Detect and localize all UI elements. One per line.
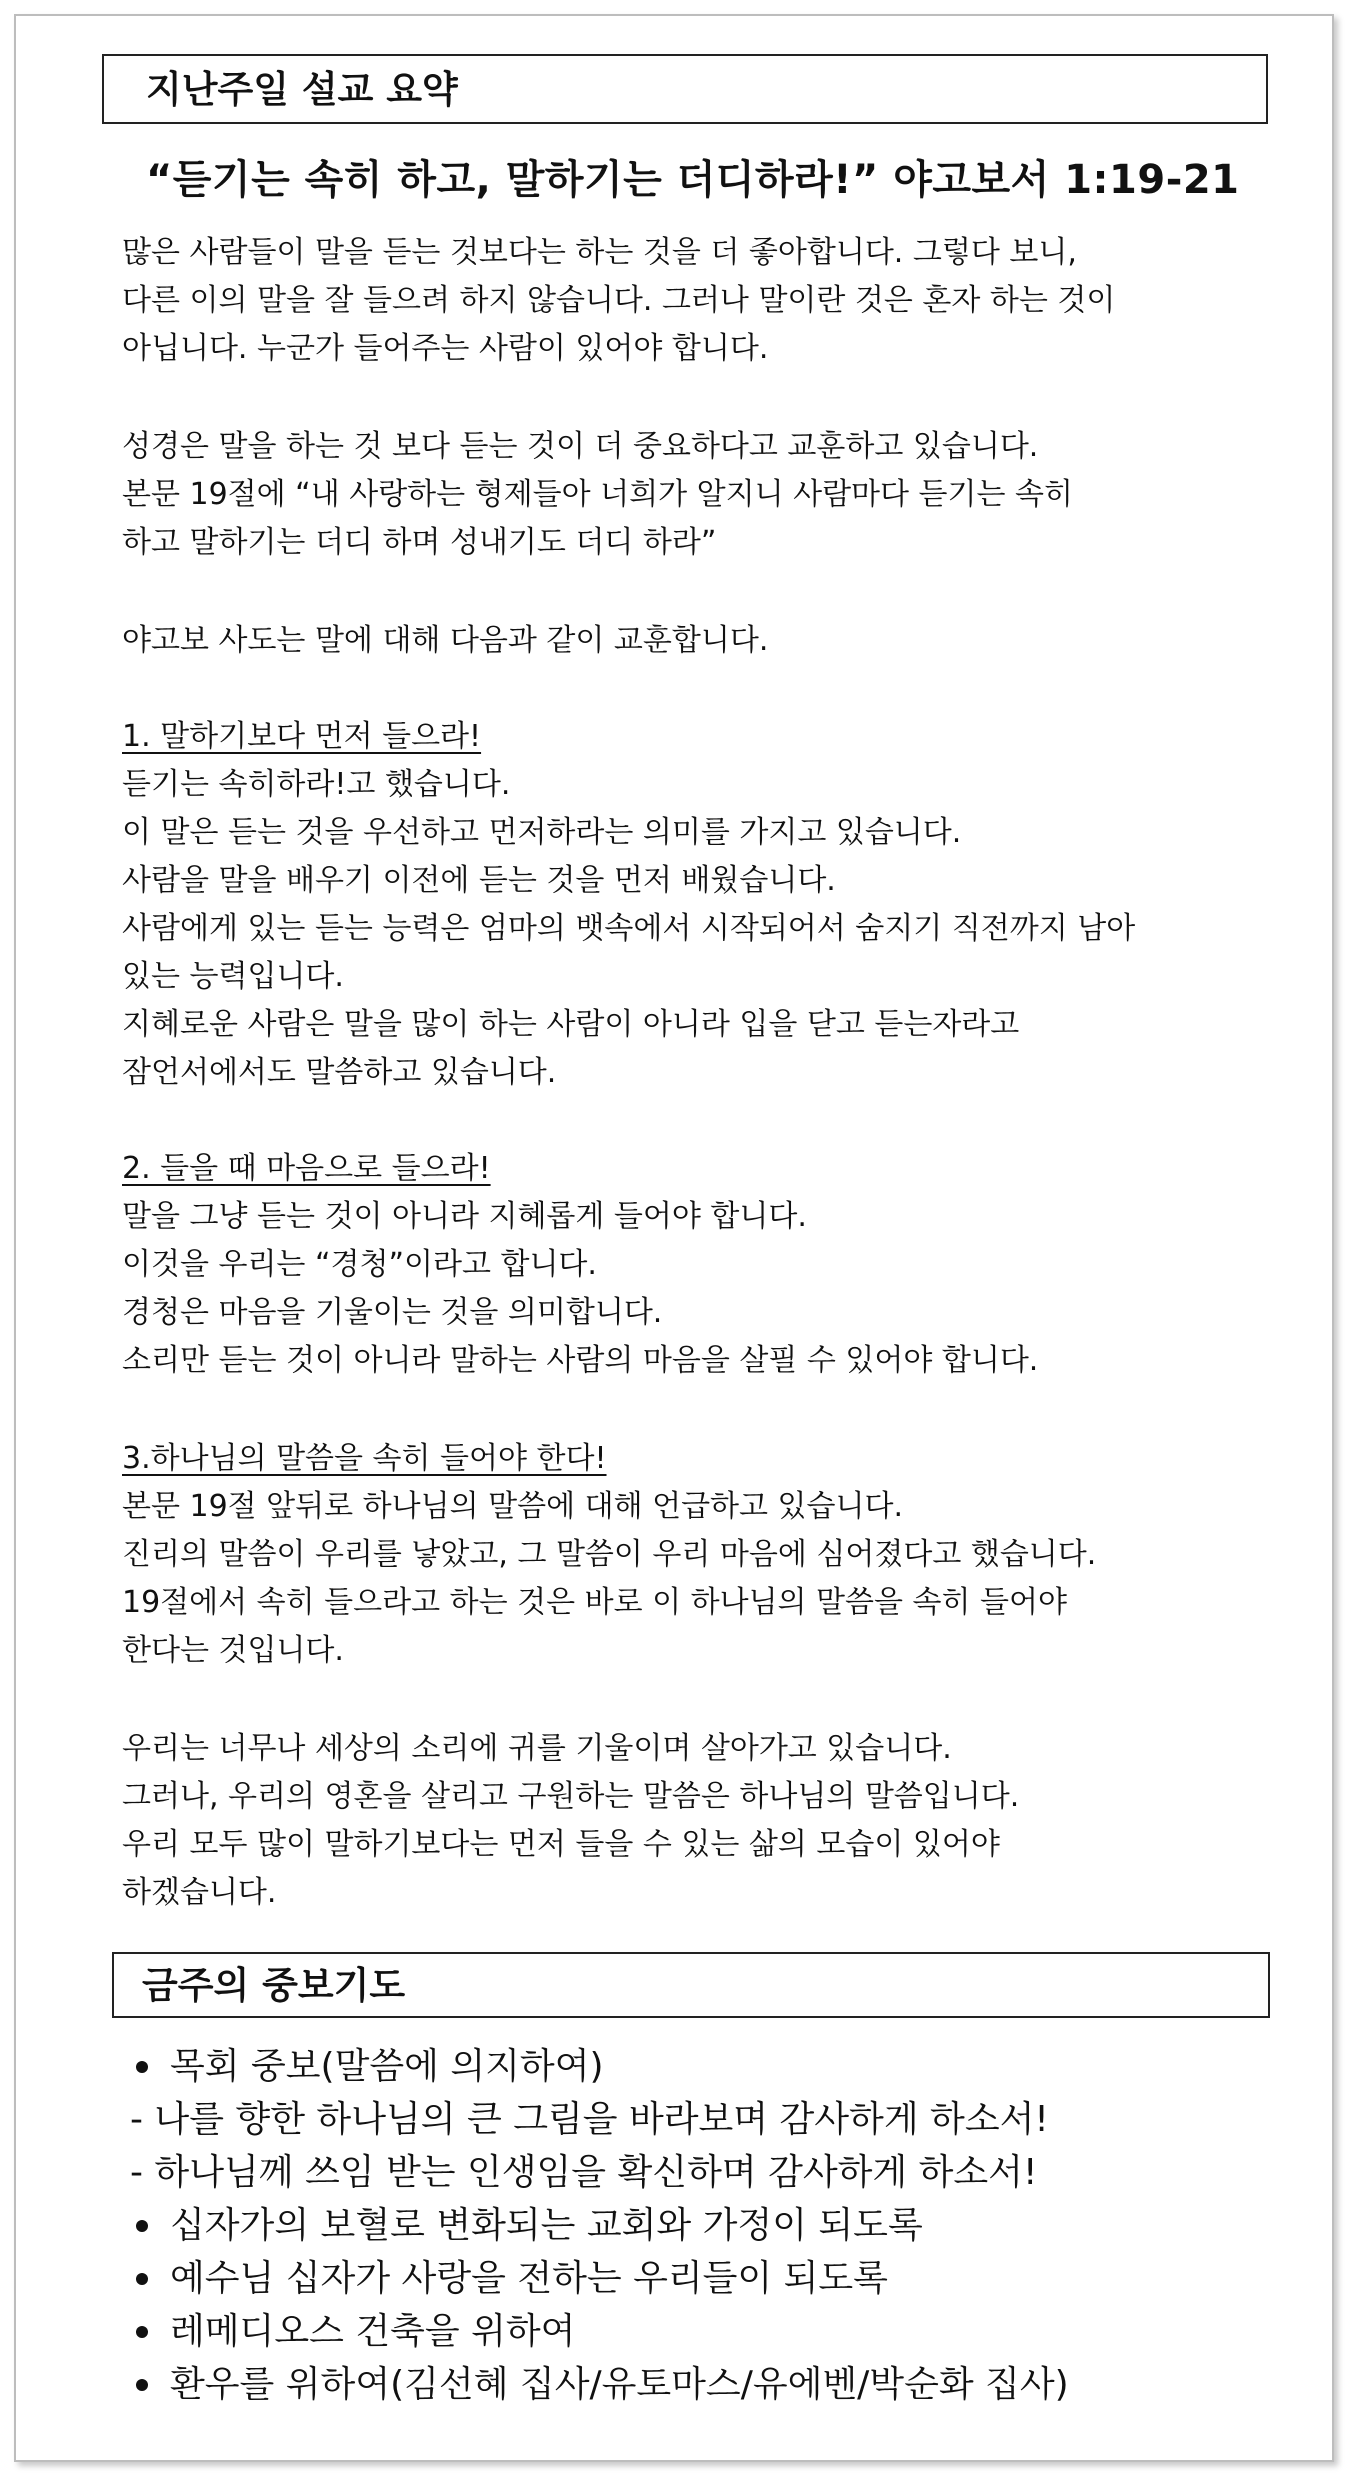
sermon-heading-text: 지난주일 설교 요약 (146, 67, 458, 111)
prayer-item: 레메디오스 건축을 위하여 (170, 2311, 576, 2352)
body-line: 야고보 사도는 말에 대해 다음과 같이 교훈합니다. (122, 623, 769, 658)
body-line: 우리 모두 많이 말하기보다는 먼저 들을 수 있는 삶의 모습이 있어야 (122, 1827, 1000, 1862)
sermon-title: “듣기는 속히 하고, 말하기는 더디하라!” 야고보서 1:19-21 (146, 157, 1240, 203)
prayer-subitem: - 하나님께 쓰임 받는 인생임을 확신하며 감사하게 하소서! (130, 2152, 1038, 2193)
prayer-subitem: - 나를 향한 하나님의 큰 그림을 바라보며 감사하게 하소서! (130, 2099, 1049, 2140)
bullet-icon (136, 2379, 148, 2391)
bullet-icon (136, 2220, 148, 2232)
point-3-heading: 3.하나님의 말씀을 속히 들어야 한다! (122, 1441, 607, 1476)
body-line: 본문 19절 앞뒤로 하나님의 말씀에 대해 언급하고 있습니다. (122, 1489, 904, 1524)
bullet-icon (136, 2273, 148, 2285)
point-2-heading: 2. 들을 때 마음으로 들으라! (122, 1151, 491, 1186)
body-line: 그러나, 우리의 영혼을 살리고 구원하는 말씀은 하나님의 말씀입니다. (122, 1779, 1020, 1814)
body-line: 사람에게 있는 듣는 능력은 엄마의 뱃속에서 시작되어서 숨지기 직전까지 남아 (122, 911, 1136, 946)
body-line: 성경은 말을 하는 것 보다 듣는 것이 더 중요하다고 교훈하고 있습니다. (122, 429, 1039, 464)
body-line: 진리의 말씀이 우리를 낳았고, 그 말씀이 우리 마음에 심어졌다고 했습니다. (122, 1537, 1097, 1572)
bullet-icon (136, 2326, 148, 2338)
body-line: 사람을 말을 배우기 이전에 듣는 것을 먼저 배웠습니다. (122, 863, 836, 898)
body-line: 우리는 너무나 세상의 소리에 귀를 기울이며 살아가고 있습니다. (122, 1731, 952, 1766)
prayer-item: 예수님 십자가 사랑을 전하는 우리들이 되도록 (170, 2258, 888, 2299)
body-line: 많은 사람들이 말을 듣는 것보다는 하는 것을 더 좋아합니다. 그렇다 보니, (122, 235, 1077, 270)
page-frame (14, 14, 1334, 2462)
body-line: 이것을 우리는 “경청”이라고 합니다. (122, 1247, 597, 1282)
body-line: 있는 능력입니다. (122, 959, 344, 994)
prayer-item: 십자가의 보혈로 변화되는 교회와 가정이 되도록 (170, 2205, 923, 2246)
bullet-icon (136, 2061, 148, 2073)
body-line: 이 말은 듣는 것을 우선하고 먼저하라는 의미를 가지고 있습니다. (122, 815, 962, 850)
prayer-item: 환우를 위하여(김선혜 집사/유토마스/유에벤/박순화 집사) (170, 2364, 1069, 2405)
body-line: 아닙니다. 누군가 들어주는 사람이 있어야 합니다. (122, 331, 769, 366)
body-line: 소리만 듣는 것이 아니라 말하는 사람의 마음을 살필 수 있어야 합니다. (122, 1343, 1039, 1378)
body-line: 한다는 것입니다. (122, 1633, 344, 1668)
body-line: 다른 이의 말을 잘 들으려 하지 않습니다. 그러나 말이란 것은 혼자 하는 것이 (122, 283, 1116, 318)
prayer-item: 목회 중보(말씀에 의지하여) (170, 2046, 604, 2087)
prayer-heading-text: 금주의 중보기도 (142, 1963, 406, 2007)
body-line: 하겠습니다. (122, 1875, 277, 1910)
point-1-heading: 1. 말하기보다 먼저 들으라! (122, 719, 482, 754)
body-line: 잠언서에서도 말씀하고 있습니다. (122, 1055, 557, 1090)
body-line: 하고 말하기는 더디 하며 성내기도 더디 하라” (122, 525, 717, 560)
body-line: 말을 그냥 듣는 것이 아니라 지혜롭게 들어야 합니다. (122, 1199, 807, 1234)
body-line: 경청은 마음을 기울이는 것을 의미합니다. (122, 1295, 663, 1330)
sermon-section-heading (102, 54, 1268, 124)
body-line: 본문 19절에 “내 사랑하는 형제들아 너희가 알지니 사람마다 듣기는 속히 (122, 477, 1073, 512)
body-line: 지혜로운 사람은 말을 많이 하는 사람이 아니라 입을 닫고 듣는자라고 (122, 1007, 1020, 1042)
body-line: 19절에서 속히 들으라고 하는 것은 바로 이 하나님의 말씀을 속히 들어야 (122, 1585, 1067, 1620)
prayer-section-heading (112, 1952, 1270, 2018)
body-line: 듣기는 속히하라!고 했습니다. (122, 767, 511, 802)
